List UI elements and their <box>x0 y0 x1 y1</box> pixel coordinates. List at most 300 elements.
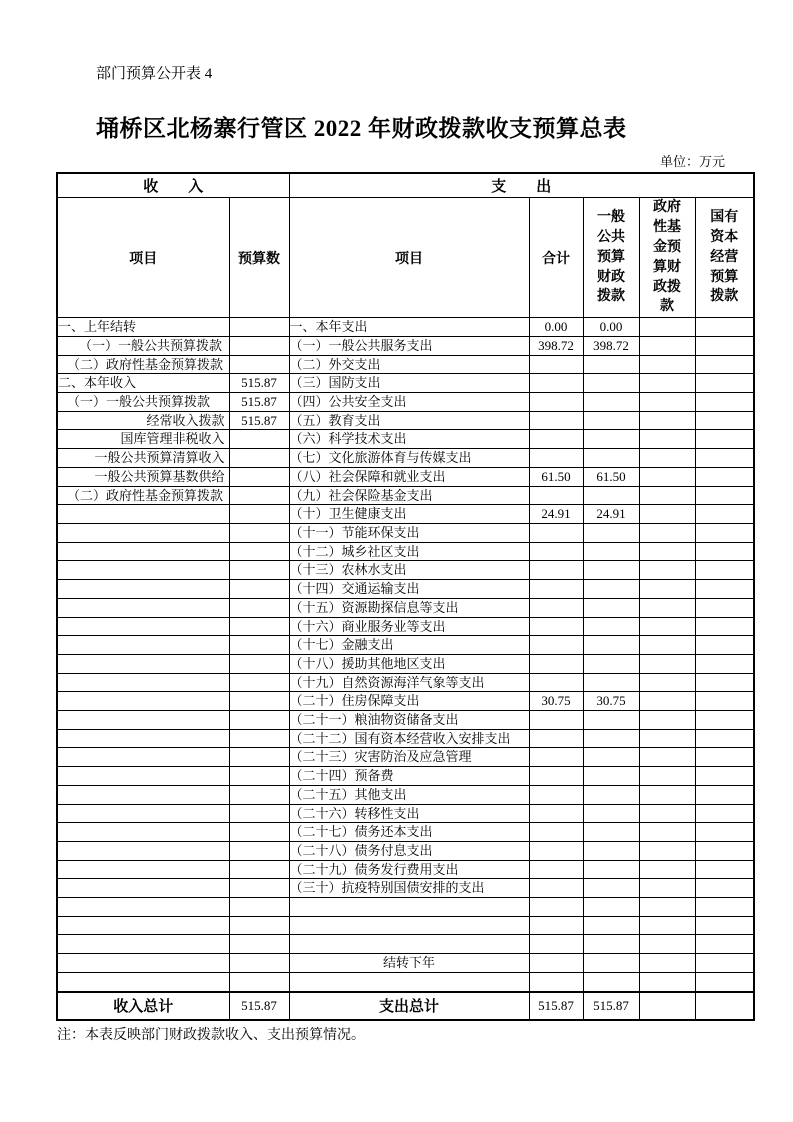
income-budget-value <box>229 692 289 711</box>
income-item <box>57 935 229 954</box>
expenditure-item: 一、本年支出 <box>289 318 529 337</box>
general-public-budget-value <box>583 804 639 823</box>
income-budget-value: 515.87 <box>229 374 289 393</box>
table-row <box>57 935 754 954</box>
expenditure-item: （三十）抗疫特别国债安排的支出 <box>289 879 529 898</box>
expenditure-total-value <box>529 935 583 954</box>
income-item: （一）一般公共预算拨款 <box>57 336 229 355</box>
expenditure-item: （十四）交通运输支出 <box>289 580 529 599</box>
general-public-budget-value <box>583 449 639 468</box>
income-total-label: 收入总计 <box>57 992 229 1020</box>
income-item: 一般公共预算清算收入 <box>57 449 229 468</box>
total-row <box>57 992 754 1020</box>
expenditure-item: （二十五）其他支出 <box>289 785 529 804</box>
income-item <box>57 523 229 542</box>
expenditure-total-value <box>529 823 583 842</box>
general-public-budget-value <box>583 673 639 692</box>
gov-fund-budget-value <box>639 318 695 337</box>
expenditure-item: （二十二）国有资本经营收入安排支出 <box>289 729 529 748</box>
table-row <box>57 430 754 449</box>
gov-fund-budget-value <box>639 523 695 542</box>
gov-fund-budget-value <box>639 823 695 842</box>
general-public-budget-value <box>583 916 639 935</box>
income-item <box>57 879 229 898</box>
gov-fund-budget-value <box>639 411 695 430</box>
expenditure-item: （十六）商业服务业等支出 <box>289 617 529 636</box>
expenditure-total-value <box>529 767 583 786</box>
general-public-budget-value <box>583 598 639 617</box>
general-public-budget-value <box>583 860 639 879</box>
expenditure-total-value <box>529 898 583 917</box>
gov-fund-budget-value <box>639 505 695 524</box>
general-public-budget-value <box>583 374 639 393</box>
table-row <box>57 972 754 991</box>
income-budget-value <box>229 898 289 917</box>
column-header-row <box>57 198 754 318</box>
col-total: 合计 <box>529 198 583 318</box>
table-row <box>57 374 754 393</box>
income-item <box>57 673 229 692</box>
expenditure-item: （十七）金融支出 <box>289 636 529 655</box>
general-public-budget-value <box>583 617 639 636</box>
gov-fund-budget-value <box>639 393 695 412</box>
expenditure-item: （十九）自然资源海洋气象等支出 <box>289 673 529 692</box>
gov-fund-budget-value <box>639 898 695 917</box>
table-row <box>57 711 754 730</box>
col-gov-fund-budget-appropriation: 政府性基金预算财政拨款 <box>639 198 695 318</box>
state-capital-budget-value <box>695 393 754 412</box>
expenditure-total-value <box>529 393 583 412</box>
general-public-budget-value <box>583 767 639 786</box>
table-row <box>57 673 754 692</box>
income-item <box>57 972 229 991</box>
state-capital-budget-value <box>695 505 754 524</box>
state-capital-budget-value <box>695 430 754 449</box>
income-item: 国库管理非税收入 <box>57 430 229 449</box>
expenditure-total-state-capital <box>695 992 754 1020</box>
table-row <box>57 860 754 879</box>
general-public-budget-value <box>583 841 639 860</box>
expenditure-item: （二）外交支出 <box>289 355 529 374</box>
income-item <box>57 785 229 804</box>
expenditure-item <box>289 898 529 917</box>
table-row <box>57 954 754 973</box>
expenditure-item: （九）社会保险基金支出 <box>289 486 529 505</box>
income-item <box>57 841 229 860</box>
general-public-budget-value <box>583 542 639 561</box>
general-public-budget-value: 398.72 <box>583 336 639 355</box>
state-capital-budget-value <box>695 336 754 355</box>
state-capital-budget-value <box>695 860 754 879</box>
state-capital-budget-value <box>695 523 754 542</box>
expenditure-item: （二十六）转移性支出 <box>289 804 529 823</box>
general-public-budget-value <box>583 785 639 804</box>
expenditure-item: （十三）农林水支出 <box>289 561 529 580</box>
general-public-budget-value <box>583 654 639 673</box>
table-body <box>57 318 754 992</box>
income-item <box>57 580 229 599</box>
income-budget-value <box>229 972 289 991</box>
expenditure-item: （十二）城乡社区支出 <box>289 542 529 561</box>
expenditure-total-value: 30.75 <box>529 692 583 711</box>
general-public-budget-value <box>583 823 639 842</box>
table-row <box>57 916 754 935</box>
page-title: 埇桥区北杨寨行管区 2022 年财政拨款收支预算总表 <box>96 116 627 141</box>
expenditure-section-header: 支 出 <box>289 173 754 198</box>
income-item: 一、上年结转 <box>57 318 229 337</box>
income-total-value: 515.87 <box>229 992 289 1020</box>
expenditure-total-value <box>529 841 583 860</box>
state-capital-budget-value <box>695 561 754 580</box>
income-budget-value <box>229 785 289 804</box>
general-public-budget-value: 30.75 <box>583 692 639 711</box>
gov-fund-budget-value <box>639 673 695 692</box>
gov-fund-budget-value <box>639 972 695 991</box>
gov-fund-budget-value <box>639 785 695 804</box>
state-capital-budget-value <box>695 954 754 973</box>
income-budget-value <box>229 467 289 486</box>
income-budget-value <box>229 916 289 935</box>
general-public-budget-value <box>583 935 639 954</box>
income-budget-value <box>229 729 289 748</box>
income-budget-value <box>229 598 289 617</box>
expenditure-item: （五）教育支出 <box>289 411 529 430</box>
state-capital-budget-value <box>695 374 754 393</box>
income-budget-value <box>229 748 289 767</box>
general-public-budget-value: 61.50 <box>583 467 639 486</box>
col-income-budget: 预算数 <box>229 198 289 318</box>
expenditure-item: （二十一）粮油物资储备支出 <box>289 711 529 730</box>
general-public-budget-value: 0.00 <box>583 318 639 337</box>
income-budget-value <box>229 542 289 561</box>
expenditure-item: （七）文化旅游体育与传媒支出 <box>289 449 529 468</box>
income-item <box>57 711 229 730</box>
table-row <box>57 523 754 542</box>
table-row <box>57 355 754 374</box>
income-item: 一般公共预算基数供给 <box>57 467 229 486</box>
income-budget-value <box>229 860 289 879</box>
gov-fund-budget-value <box>639 841 695 860</box>
table-row <box>57 636 754 655</box>
income-item <box>57 954 229 973</box>
general-public-budget-value <box>583 430 639 449</box>
gov-fund-budget-value <box>639 711 695 730</box>
expenditure-total-value <box>529 561 583 580</box>
expenditure-total-value <box>529 617 583 636</box>
state-capital-budget-value <box>695 449 754 468</box>
state-capital-budget-value <box>695 692 754 711</box>
gov-fund-budget-value <box>639 879 695 898</box>
table-row <box>57 617 754 636</box>
state-capital-budget-value <box>695 748 754 767</box>
income-budget-value <box>229 654 289 673</box>
state-capital-budget-value <box>695 673 754 692</box>
expenditure-total-value <box>529 355 583 374</box>
expenditure-total-value <box>529 542 583 561</box>
state-capital-budget-value <box>695 355 754 374</box>
state-capital-budget-value <box>695 486 754 505</box>
gov-fund-budget-value <box>639 580 695 599</box>
general-public-budget-value <box>583 636 639 655</box>
expenditure-item: （三）国防支出 <box>289 374 529 393</box>
table-row <box>57 561 754 580</box>
income-budget-value: 515.87 <box>229 411 289 430</box>
table-row <box>57 748 754 767</box>
income-item: （二）政府性基金预算拨款 <box>57 486 229 505</box>
state-capital-budget-value <box>695 467 754 486</box>
general-public-budget-value <box>583 355 639 374</box>
expenditure-total-gov-fund <box>639 992 695 1020</box>
income-item <box>57 561 229 580</box>
gov-fund-budget-value <box>639 636 695 655</box>
income-item <box>57 617 229 636</box>
income-item <box>57 823 229 842</box>
table-row <box>57 654 754 673</box>
gov-fund-budget-value <box>639 374 695 393</box>
income-budget-value <box>229 823 289 842</box>
gov-fund-budget-value <box>639 860 695 879</box>
footnote: 注：本表反映部门财政拨款收入、支出预算情况。 <box>57 1028 365 1043</box>
gov-fund-budget-value <box>639 336 695 355</box>
col-income-item: 项目 <box>57 198 229 318</box>
gov-fund-budget-value <box>639 916 695 935</box>
expenditure-item: （十一）节能环保支出 <box>289 523 529 542</box>
income-budget-value <box>229 505 289 524</box>
income-item <box>57 729 229 748</box>
expenditure-item: （二十八）债务付息支出 <box>289 841 529 860</box>
state-capital-budget-value <box>695 598 754 617</box>
income-budget-value <box>229 879 289 898</box>
state-capital-budget-value <box>695 580 754 599</box>
expenditure-total-value <box>529 673 583 692</box>
table-row <box>57 467 754 486</box>
expenditure-total-value <box>529 374 583 393</box>
col-general-public-budget-appropriation: 一般公共预算财政拨款 <box>583 198 639 318</box>
table-row <box>57 542 754 561</box>
expenditure-item: （二十九）债务发行费用支出 <box>289 860 529 879</box>
expenditure-total-value: 24.91 <box>529 505 583 524</box>
expenditure-item <box>289 916 529 935</box>
general-public-budget-value <box>583 748 639 767</box>
income-section-header: 收 入 <box>57 173 289 198</box>
state-capital-budget-value <box>695 804 754 823</box>
gov-fund-budget-value <box>639 598 695 617</box>
expenditure-item: （二十三）灾害防治及应急管理 <box>289 748 529 767</box>
income-budget-value <box>229 449 289 468</box>
expenditure-total-value: 61.50 <box>529 467 583 486</box>
expenditure-total-value <box>529 598 583 617</box>
general-public-budget-value <box>583 523 639 542</box>
expenditure-total-value <box>529 729 583 748</box>
gov-fund-budget-value <box>639 692 695 711</box>
expenditure-total-value <box>529 972 583 991</box>
table-row <box>57 729 754 748</box>
state-capital-budget-value <box>695 318 754 337</box>
state-capital-budget-value <box>695 841 754 860</box>
income-budget-value <box>229 580 289 599</box>
expenditure-item: （十）卫生健康支出 <box>289 505 529 524</box>
state-capital-budget-value <box>695 411 754 430</box>
gov-fund-budget-value <box>639 748 695 767</box>
gov-fund-budget-value <box>639 561 695 580</box>
section-header-row <box>57 173 754 198</box>
income-item: 二、本年收入 <box>57 374 229 393</box>
expenditure-total-value <box>529 523 583 542</box>
general-public-budget-value <box>583 411 639 430</box>
expenditure-item: （二十四）预备费 <box>289 767 529 786</box>
income-budget-value: 515.87 <box>229 393 289 412</box>
expenditure-total-value <box>529 748 583 767</box>
income-item <box>57 692 229 711</box>
income-item <box>57 505 229 524</box>
expenditure-total-value <box>529 804 583 823</box>
expenditure-total-value <box>529 411 583 430</box>
state-capital-budget-value <box>695 785 754 804</box>
expenditure-total-value <box>529 430 583 449</box>
doc-label: 部门预算公开表 4 <box>96 66 213 82</box>
income-budget-value <box>229 486 289 505</box>
gov-fund-budget-value <box>639 449 695 468</box>
gov-fund-budget-value <box>639 542 695 561</box>
income-budget-value <box>229 355 289 374</box>
gov-fund-budget-value <box>639 767 695 786</box>
expenditure-total-value <box>529 785 583 804</box>
general-public-budget-value <box>583 879 639 898</box>
table-row <box>57 692 754 711</box>
income-item <box>57 748 229 767</box>
gov-fund-budget-value <box>639 935 695 954</box>
state-capital-budget-value <box>695 879 754 898</box>
expenditure-total-value <box>529 860 583 879</box>
state-capital-budget-value <box>695 729 754 748</box>
expenditure-item: 结转下年 <box>289 954 529 973</box>
state-capital-budget-value <box>695 972 754 991</box>
expenditure-total-value <box>529 654 583 673</box>
expenditure-item <box>289 935 529 954</box>
expenditure-item <box>289 972 529 991</box>
general-public-budget-value <box>583 972 639 991</box>
budget-table <box>56 172 755 1021</box>
table-row <box>57 336 754 355</box>
expenditure-total-value <box>529 449 583 468</box>
gov-fund-budget-value <box>639 467 695 486</box>
expenditure-item: （十八）援助其他地区支出 <box>289 654 529 673</box>
unit-label: 单位：万元 <box>659 154 725 169</box>
gov-fund-budget-value <box>639 804 695 823</box>
table-row <box>57 318 754 337</box>
income-budget-value <box>229 336 289 355</box>
table-row <box>57 879 754 898</box>
expenditure-item: （二十）住房保障支出 <box>289 692 529 711</box>
expenditure-total-general-public: 515.87 <box>583 992 639 1020</box>
table-row <box>57 804 754 823</box>
income-budget-value <box>229 561 289 580</box>
income-item <box>57 542 229 561</box>
expenditure-total-value: 398.72 <box>529 336 583 355</box>
gov-fund-budget-value <box>639 654 695 673</box>
income-item <box>57 916 229 935</box>
state-capital-budget-value <box>695 636 754 655</box>
general-public-budget-value <box>583 729 639 748</box>
income-budget-value <box>229 636 289 655</box>
income-item <box>57 804 229 823</box>
table-row <box>57 449 754 468</box>
general-public-budget-value <box>583 580 639 599</box>
gov-fund-budget-value <box>639 729 695 748</box>
expenditure-total-value <box>529 916 583 935</box>
table-row <box>57 823 754 842</box>
state-capital-budget-value <box>695 654 754 673</box>
income-item <box>57 636 229 655</box>
income-item <box>57 860 229 879</box>
expenditure-item: （四）公共安全支出 <box>289 393 529 412</box>
expenditure-total-value <box>529 486 583 505</box>
state-capital-budget-value <box>695 916 754 935</box>
income-budget-value <box>229 617 289 636</box>
general-public-budget-value <box>583 393 639 412</box>
table-row <box>57 785 754 804</box>
income-item <box>57 898 229 917</box>
table-row <box>57 393 754 412</box>
expenditure-item: （二十七）债务还本支出 <box>289 823 529 842</box>
col-state-capital-budget-appropriation: 国有资本经营预算拨款 <box>695 198 754 318</box>
state-capital-budget-value <box>695 935 754 954</box>
general-public-budget-value <box>583 561 639 580</box>
income-budget-value <box>229 318 289 337</box>
income-item <box>57 654 229 673</box>
state-capital-budget-value <box>695 767 754 786</box>
expenditure-total-value <box>529 580 583 599</box>
income-budget-value <box>229 673 289 692</box>
general-public-budget-value <box>583 898 639 917</box>
income-item: 经常收入拨款 <box>57 411 229 430</box>
income-budget-value <box>229 935 289 954</box>
income-budget-value <box>229 804 289 823</box>
table-row <box>57 598 754 617</box>
state-capital-budget-value <box>695 617 754 636</box>
col-expenditure-item: 项目 <box>289 198 529 318</box>
gov-fund-budget-value <box>639 617 695 636</box>
expenditure-total-value <box>529 879 583 898</box>
expenditure-total-sum: 515.87 <box>529 992 583 1020</box>
income-item: （一）一般公共预算拨款 <box>57 393 229 412</box>
expenditure-total-label: 支出总计 <box>289 992 529 1020</box>
gov-fund-budget-value <box>639 486 695 505</box>
general-public-budget-value <box>583 711 639 730</box>
table-footer <box>57 992 754 1020</box>
gov-fund-budget-value <box>639 355 695 374</box>
income-budget-value <box>229 523 289 542</box>
expenditure-total-value <box>529 636 583 655</box>
expenditure-total-value <box>529 954 583 973</box>
state-capital-budget-value <box>695 711 754 730</box>
table-header <box>57 173 754 318</box>
table-row <box>57 841 754 860</box>
income-budget-value <box>229 767 289 786</box>
table-row <box>57 580 754 599</box>
general-public-budget-value <box>583 486 639 505</box>
income-budget-value <box>229 711 289 730</box>
table-row <box>57 767 754 786</box>
income-item <box>57 767 229 786</box>
general-public-budget-value: 24.91 <box>583 505 639 524</box>
income-item: （二）政府性基金预算拨款 <box>57 355 229 374</box>
income-item <box>57 598 229 617</box>
table-row <box>57 505 754 524</box>
income-budget-value <box>229 841 289 860</box>
gov-fund-budget-value <box>639 430 695 449</box>
income-budget-value <box>229 430 289 449</box>
